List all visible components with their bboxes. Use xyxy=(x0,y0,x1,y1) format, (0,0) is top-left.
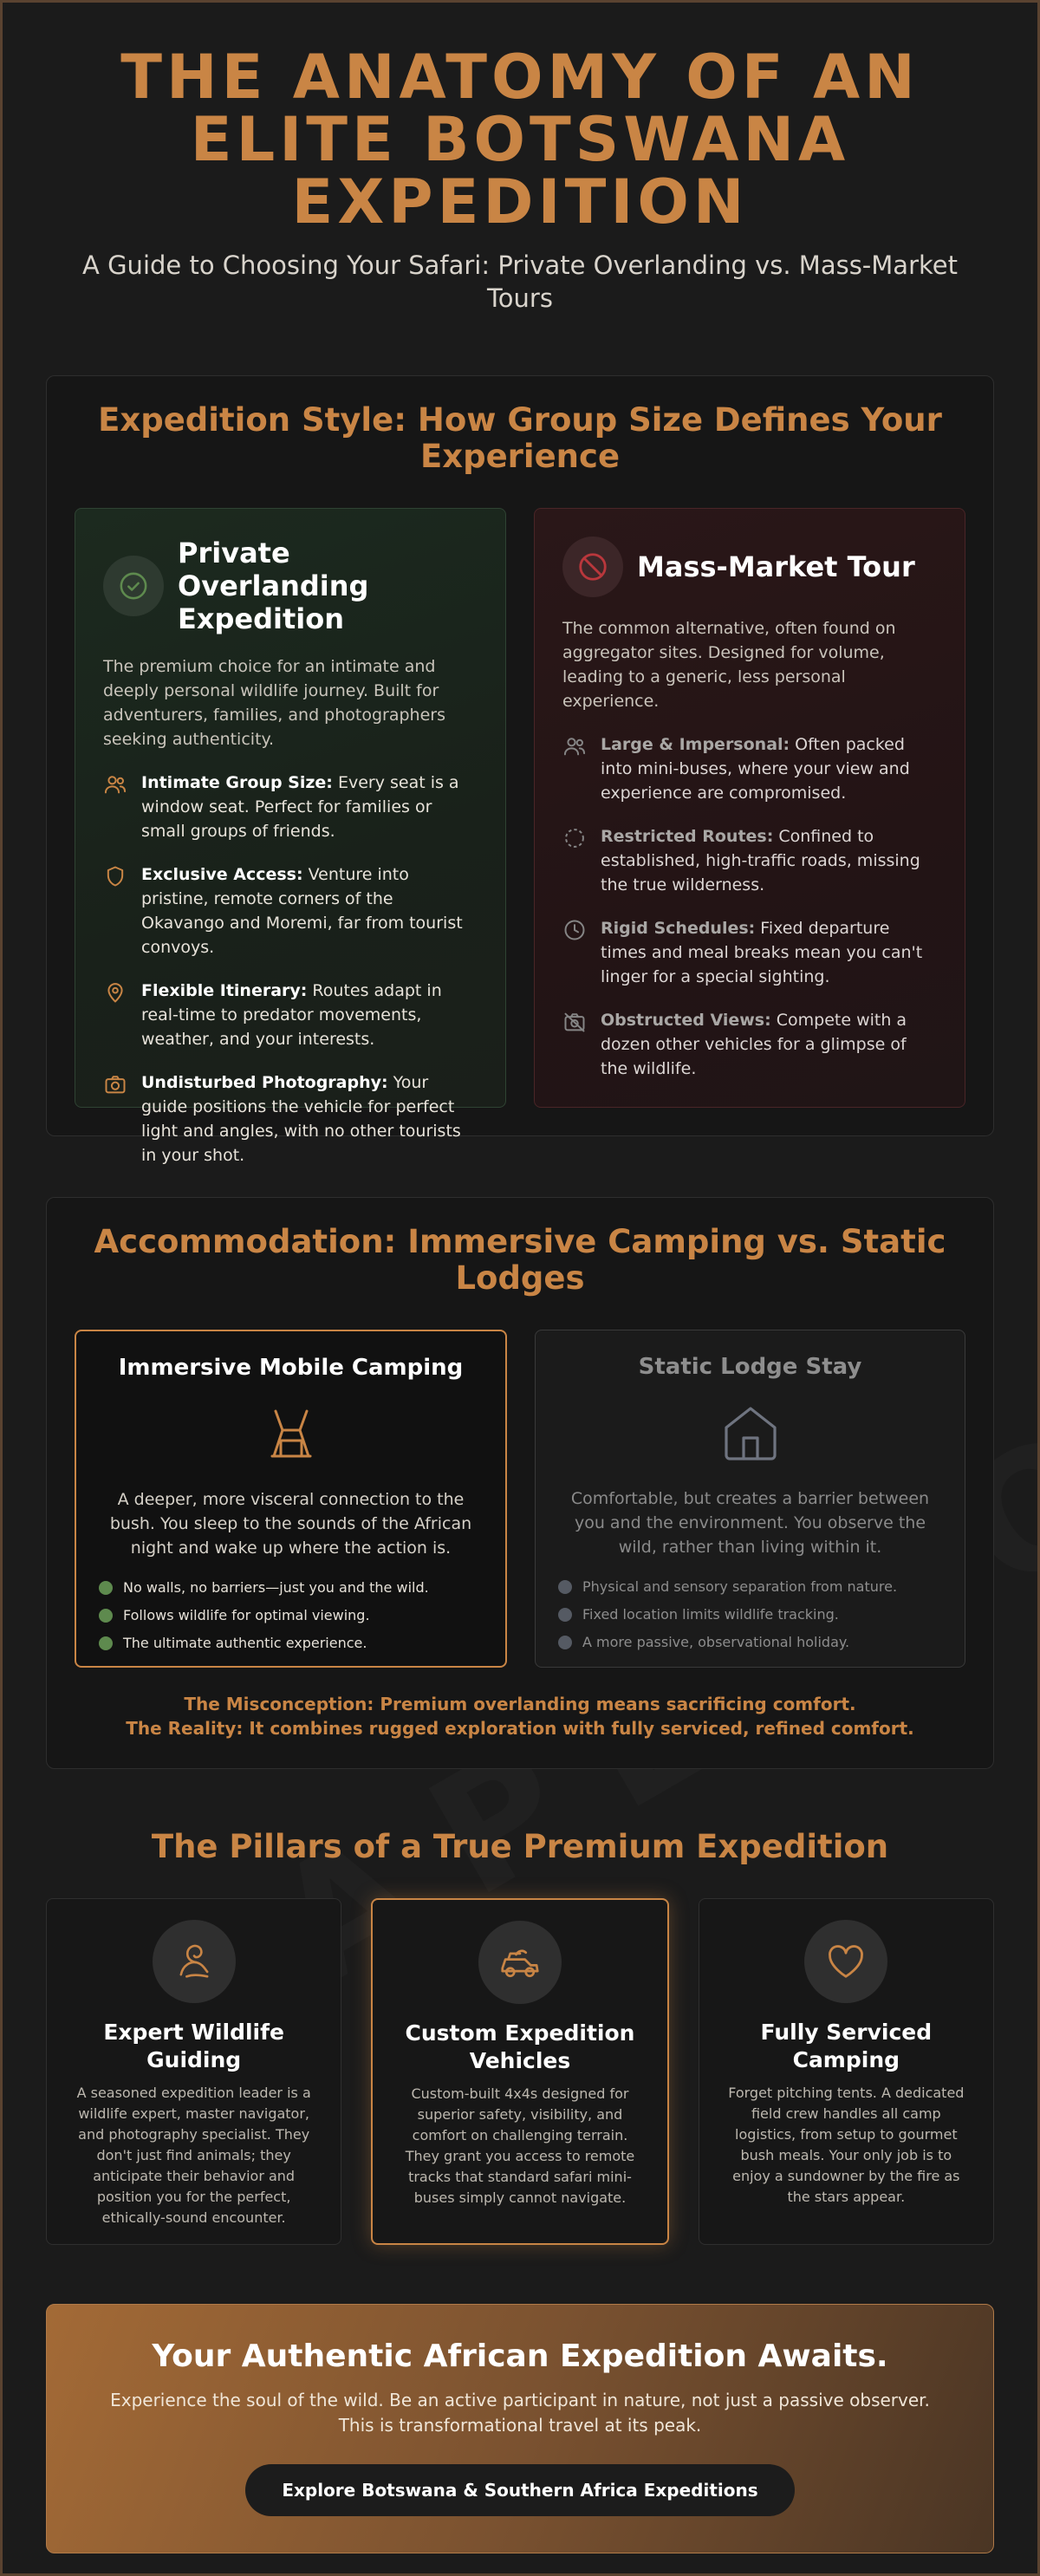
dashed-circle-icon xyxy=(562,826,587,850)
pillar-title: Custom Expedition Vehicles xyxy=(405,2020,635,2073)
cta-title: Your Authentic African Expedition Awaits. xyxy=(152,2339,888,2374)
check-circle-icon xyxy=(119,571,148,601)
bullet-dot xyxy=(99,1636,113,1650)
card-header xyxy=(103,537,478,635)
page-title xyxy=(46,42,994,237)
pillar-title: Expert Wildlife Guiding xyxy=(103,2020,284,2072)
ban-badge xyxy=(562,537,623,597)
pillar-title: Fully Serviced Camping xyxy=(760,2020,933,2072)
feature-text: Venture into pristine, remote corners of the Okavango and Moremi, far from tourist convoys. xyxy=(141,865,463,957)
shield-icon xyxy=(103,864,127,888)
feature-item xyxy=(562,1008,937,1081)
accommodation-section xyxy=(46,1197,994,1769)
tent-icon xyxy=(257,1399,326,1468)
feature-item xyxy=(103,1070,478,1168)
feature-text: Compete with a dozen other vehicles for a glimpse of the wildlife. xyxy=(601,1011,907,1078)
feature-text: Every seat is a window seat. Perfect for families or small groups of friends. xyxy=(141,773,459,841)
list-item: Fixed location limits wildlife tracking. xyxy=(558,1601,942,1629)
heart-icon xyxy=(823,1939,868,1984)
feature-text: Confined to established, high-traffic roads, missing the true wilderness. xyxy=(601,827,920,894)
camera-off-icon xyxy=(562,1010,587,1034)
bullet-dot xyxy=(558,1636,572,1649)
mass-market-card xyxy=(534,508,965,1108)
feature-item xyxy=(562,732,937,805)
misconception-note xyxy=(75,1692,965,1740)
list-item: No walls, no barriers—just you and the wild. xyxy=(99,1574,483,1602)
feature-item xyxy=(103,979,478,1051)
clock-icon xyxy=(562,918,587,942)
card-intro: The premium choice for an intimate and deeply personal wildlife journey. Built for adventurers, families, and photographers seeking authenticity. xyxy=(103,657,445,749)
pillar-card xyxy=(371,1898,668,2245)
feature-item xyxy=(103,862,478,959)
list-item: Physical and sensory separation from nature. xyxy=(558,1573,942,1601)
vehicle-icon xyxy=(497,1939,543,1986)
title-line-1: THE ANATOMY OF AN xyxy=(120,42,920,113)
feature-label: Undisturbed Photography: xyxy=(141,1073,388,1092)
feature-label: Exclusive Access: xyxy=(141,865,303,884)
feature-text: Your guide positions the vehicle for perfect light and angles, with no other tourists in your shot. xyxy=(141,1073,461,1165)
pillars-row xyxy=(46,1898,994,2245)
list-item: A more passive, observational holiday. xyxy=(558,1629,942,1656)
feature-text: Fixed departure times and meal breaks mean you can't linger for a special sighting. xyxy=(601,919,923,986)
pillar-card xyxy=(699,1898,994,2245)
house-icon xyxy=(716,1398,785,1467)
accommodation-title: Accommodation: Immersive Camping vs. Static Lodges xyxy=(94,1223,946,1297)
feature-item xyxy=(562,916,937,989)
comparison-cards xyxy=(75,508,965,1165)
title-line-3: EXPEDITION xyxy=(291,166,749,237)
list-item: The ultimate authentic experience. xyxy=(99,1630,483,1657)
card-header xyxy=(562,537,937,597)
group-icon xyxy=(562,734,587,758)
camera-icon xyxy=(103,1072,127,1096)
ban-icon xyxy=(577,551,608,582)
private-expedition-card xyxy=(75,508,506,1165)
card-title: Private Overlanding Expedition xyxy=(178,537,369,635)
pillars-title: The Pillars of a True Premium Expedition xyxy=(151,1828,889,1865)
expedition-style-title: Expedition Style: How Group Size Defines Your Experience xyxy=(98,401,942,475)
pillar-description: Forget pitching tents. A dedicated field crew handles all camp logistics, from setup to gourmet bush meals. Your only job is to enjoy a sundowner by the fire as the stars appear. xyxy=(728,2085,965,2205)
bullet-dot xyxy=(558,1580,572,1594)
card-title: Immersive Mobile Camping xyxy=(118,1355,464,1381)
pillar-description: A seasoned expedition leader is a wildlife expert, master navigator, and photography specialist. They don't just find animals; they anticipate their behavior and position you for the perfect, ethically-sound encounter. xyxy=(76,2085,311,2226)
misconception-text: The Misconception: Premium overlanding means sacrificing comfort. xyxy=(184,1694,856,1714)
feature-label: Intimate Group Size: xyxy=(141,773,333,792)
card-description: A deeper, more visceral connection to the bush. You sleep to the sounds of the African night and wake up where the action is. xyxy=(109,1490,472,1558)
title-line-2: ELITE BOTSWANA xyxy=(190,104,850,175)
explore-expeditions-button[interactable]: Explore Botswana & Southern Africa Expeditions xyxy=(245,2464,794,2516)
check-badge xyxy=(103,556,164,616)
static-lodge-card xyxy=(535,1330,965,1668)
feature-label: Rigid Schedules: xyxy=(601,919,756,938)
feature-label: Flexible Itinerary: xyxy=(141,981,308,1000)
group-icon xyxy=(103,772,127,797)
bullet-dot xyxy=(99,1581,113,1595)
feature-text: Often packed into mini-buses, where your view and experience are compromised. xyxy=(601,735,910,803)
drawback-list xyxy=(558,1573,942,1656)
wildlife-guide-icon xyxy=(172,1939,217,1984)
list-item: Follows wildlife for optimal viewing. xyxy=(99,1602,483,1630)
reality-text: The Reality: It combines rugged exploration with fully serviced, refined comfort. xyxy=(126,1718,914,1739)
bullet-dot xyxy=(99,1609,113,1623)
cta-subtitle: Experience the soul of the wild. Be an active participant in nature, not just a passive observer. This is transformational travel at its peak. xyxy=(110,2390,930,2436)
expedition-style-section xyxy=(46,375,994,1165)
pillar-description: Custom-built 4x4s designed for superior safety, visibility, and comfort on challenging terrain. They grant you access to remote tracks that standard safari mini-buses simply cannot navigate. xyxy=(405,2085,635,2206)
mobile-camping-card xyxy=(75,1330,507,1668)
benefit-list xyxy=(99,1574,483,1657)
feature-item xyxy=(103,771,478,843)
feature-item xyxy=(562,824,937,897)
card-intro: The common alternative, often found on aggregator sites. Designed for volume, leading to a generic, less personal experience. xyxy=(562,619,896,711)
call-to-action xyxy=(46,2304,994,2553)
feature-label: Obstructed Views: xyxy=(601,1011,771,1030)
feature-label: Large & Impersonal: xyxy=(601,735,790,754)
card-title: Mass-Market Tour xyxy=(637,550,915,583)
feature-label: Restricted Routes: xyxy=(601,827,774,846)
accommodation-cards xyxy=(75,1330,965,1668)
feature-text: Routes adapt in real-time to predator movements, weather, and your interests. xyxy=(141,981,442,1049)
bullet-dot xyxy=(558,1608,572,1622)
card-title: Static Lodge Stay xyxy=(638,1354,862,1380)
map-pin-icon xyxy=(103,980,127,1005)
pillar-card xyxy=(46,1898,341,2245)
card-description: Comfortable, but creates a barrier between you and the environment. You observe the wild, rather than living within it. xyxy=(570,1489,930,1557)
page-subtitle: A Guide to Choosing Your Safari: Private Overlanding vs. Mass-Market Tours xyxy=(82,250,958,313)
